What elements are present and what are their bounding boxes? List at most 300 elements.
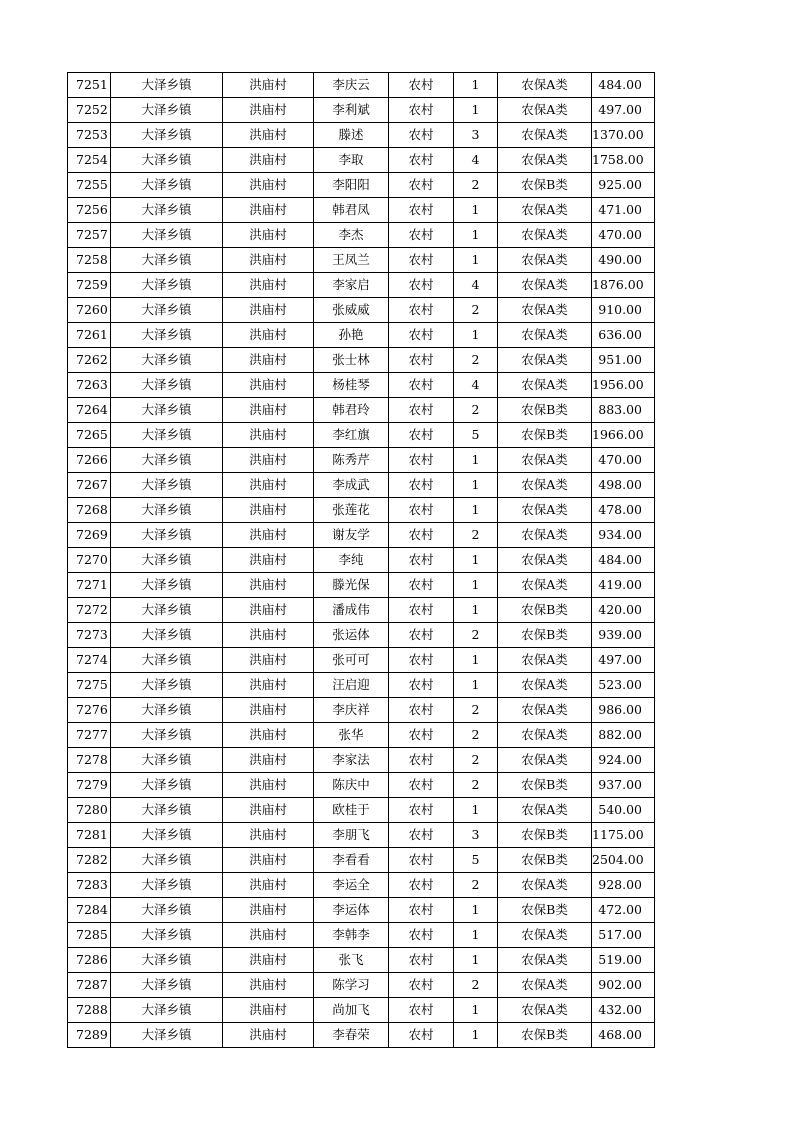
category-cell: 农保A类 xyxy=(498,523,592,548)
village-cell: 洪庙村 xyxy=(223,223,314,248)
table-row xyxy=(68,648,655,673)
member-count-cell: 1 xyxy=(454,548,498,573)
name-cell: 李利斌 xyxy=(314,98,389,123)
category-cell: 农保A类 xyxy=(498,873,592,898)
village-cell: 洪庙村 xyxy=(223,398,314,423)
name-cell: 李朋飞 xyxy=(314,823,389,848)
town-cell: 大泽乡镇 xyxy=(111,698,223,723)
name-cell: 韩君玲 xyxy=(314,398,389,423)
household-type-cell: 农村 xyxy=(389,948,454,973)
town-cell: 大泽乡镇 xyxy=(111,373,223,398)
village-cell: 洪庙村 xyxy=(223,448,314,473)
amount-cell: 497.00 xyxy=(592,648,655,673)
village-cell: 洪庙村 xyxy=(223,1023,314,1048)
table-row xyxy=(68,848,655,873)
name-cell: 李取 xyxy=(314,148,389,173)
member-count-cell: 2 xyxy=(454,973,498,998)
category-cell: 农保B类 xyxy=(498,623,592,648)
table-row xyxy=(68,873,655,898)
town-cell: 大泽乡镇 xyxy=(111,98,223,123)
household-type-cell: 农村 xyxy=(389,698,454,723)
amount-cell: 986.00 xyxy=(592,698,655,723)
village-cell: 洪庙村 xyxy=(223,298,314,323)
amount-cell: 497.00 xyxy=(592,98,655,123)
household-type-cell: 农村 xyxy=(389,323,454,348)
name-cell: 李看看 xyxy=(314,848,389,873)
table-row xyxy=(68,148,655,173)
member-count-cell: 1 xyxy=(454,248,498,273)
category-cell: 农保A类 xyxy=(498,923,592,948)
village-cell: 洪庙村 xyxy=(223,823,314,848)
household-type-cell: 农村 xyxy=(389,798,454,823)
village-cell: 洪庙村 xyxy=(223,973,314,998)
row-id: 7275 xyxy=(68,673,111,698)
name-cell: 潘成伟 xyxy=(314,598,389,623)
category-cell: 农保A类 xyxy=(498,573,592,598)
amount-cell: 636.00 xyxy=(592,323,655,348)
village-cell: 洪庙村 xyxy=(223,498,314,523)
table-row xyxy=(68,773,655,798)
table-row xyxy=(68,973,655,998)
member-count-cell: 1 xyxy=(454,323,498,348)
table-row xyxy=(68,673,655,698)
member-count-cell: 1 xyxy=(454,498,498,523)
amount-cell: 902.00 xyxy=(592,973,655,998)
category-cell: 农保B类 xyxy=(498,423,592,448)
town-cell: 大泽乡镇 xyxy=(111,798,223,823)
amount-cell: 478.00 xyxy=(592,498,655,523)
row-id: 7267 xyxy=(68,473,111,498)
category-cell: 农保A类 xyxy=(498,323,592,348)
household-type-cell: 农村 xyxy=(389,998,454,1023)
household-type-cell: 农村 xyxy=(389,348,454,373)
town-cell: 大泽乡镇 xyxy=(111,948,223,973)
town-cell: 大泽乡镇 xyxy=(111,998,223,1023)
village-cell: 洪庙村 xyxy=(223,73,314,98)
amount-cell: 937.00 xyxy=(592,773,655,798)
village-cell: 洪庙村 xyxy=(223,798,314,823)
row-id: 7253 xyxy=(68,123,111,148)
town-cell: 大泽乡镇 xyxy=(111,648,223,673)
member-count-cell: 2 xyxy=(454,873,498,898)
table-row xyxy=(68,748,655,773)
row-id: 7256 xyxy=(68,198,111,223)
row-id: 7252 xyxy=(68,98,111,123)
table-row xyxy=(68,273,655,298)
table-row xyxy=(68,298,655,323)
town-cell: 大泽乡镇 xyxy=(111,523,223,548)
village-cell: 洪庙村 xyxy=(223,248,314,273)
village-cell: 洪庙村 xyxy=(223,648,314,673)
town-cell: 大泽乡镇 xyxy=(111,823,223,848)
name-cell: 韩君凤 xyxy=(314,198,389,223)
village-cell: 洪庙村 xyxy=(223,198,314,223)
village-cell: 洪庙村 xyxy=(223,573,314,598)
amount-cell: 939.00 xyxy=(592,623,655,648)
category-cell: 农保A类 xyxy=(498,473,592,498)
household-type-cell: 农村 xyxy=(389,473,454,498)
name-cell: 陈庆中 xyxy=(314,773,389,798)
name-cell: 滕光保 xyxy=(314,573,389,598)
category-cell: 农保A类 xyxy=(498,198,592,223)
table-row xyxy=(68,98,655,123)
category-cell: 农保A类 xyxy=(498,373,592,398)
amount-cell: 928.00 xyxy=(592,873,655,898)
village-cell: 洪庙村 xyxy=(223,623,314,648)
household-type-cell: 农村 xyxy=(389,73,454,98)
town-cell: 大泽乡镇 xyxy=(111,148,223,173)
table-row xyxy=(68,523,655,548)
name-cell: 孙艳 xyxy=(314,323,389,348)
table-row xyxy=(68,623,655,648)
town-cell: 大泽乡镇 xyxy=(111,273,223,298)
amount-cell: 523.00 xyxy=(592,673,655,698)
name-cell: 杨桂琴 xyxy=(314,373,389,398)
member-count-cell: 2 xyxy=(454,523,498,548)
member-count-cell: 2 xyxy=(454,298,498,323)
name-cell: 李运体 xyxy=(314,898,389,923)
town-cell: 大泽乡镇 xyxy=(111,223,223,248)
village-cell: 洪庙村 xyxy=(223,273,314,298)
member-count-cell: 1 xyxy=(454,473,498,498)
category-cell: 农保B类 xyxy=(498,398,592,423)
data-table xyxy=(67,72,655,1048)
town-cell: 大泽乡镇 xyxy=(111,173,223,198)
member-count-cell: 1 xyxy=(454,948,498,973)
member-count-cell: 3 xyxy=(454,823,498,848)
village-cell: 洪庙村 xyxy=(223,473,314,498)
row-id: 7268 xyxy=(68,498,111,523)
household-type-cell: 农村 xyxy=(389,423,454,448)
household-type-cell: 农村 xyxy=(389,198,454,223)
town-cell: 大泽乡镇 xyxy=(111,398,223,423)
village-cell: 洪庙村 xyxy=(223,548,314,573)
village-cell: 洪庙村 xyxy=(223,923,314,948)
member-count-cell: 1 xyxy=(454,898,498,923)
household-type-cell: 农村 xyxy=(389,248,454,273)
village-cell: 洪庙村 xyxy=(223,523,314,548)
row-id: 7273 xyxy=(68,623,111,648)
name-cell: 汪启迎 xyxy=(314,673,389,698)
village-cell: 洪庙村 xyxy=(223,98,314,123)
category-cell: 农保A类 xyxy=(498,723,592,748)
town-cell: 大泽乡镇 xyxy=(111,673,223,698)
table-row xyxy=(68,998,655,1023)
household-type-cell: 农村 xyxy=(389,648,454,673)
name-cell: 陈学习 xyxy=(314,973,389,998)
amount-cell: 484.00 xyxy=(592,73,655,98)
village-cell: 洪庙村 xyxy=(223,748,314,773)
town-cell: 大泽乡镇 xyxy=(111,598,223,623)
household-type-cell: 农村 xyxy=(389,848,454,873)
member-count-cell: 1 xyxy=(454,923,498,948)
village-cell: 洪庙村 xyxy=(223,698,314,723)
village-cell: 洪庙村 xyxy=(223,148,314,173)
amount-cell: 883.00 xyxy=(592,398,655,423)
household-type-cell: 农村 xyxy=(389,598,454,623)
table-row xyxy=(68,173,655,198)
category-cell: 农保A类 xyxy=(498,548,592,573)
amount-cell: 1966.00 xyxy=(592,423,655,448)
name-cell: 张飞 xyxy=(314,948,389,973)
household-type-cell: 农村 xyxy=(389,173,454,198)
household-type-cell: 农村 xyxy=(389,498,454,523)
household-type-cell: 农村 xyxy=(389,723,454,748)
name-cell: 滕述 xyxy=(314,123,389,148)
amount-cell: 910.00 xyxy=(592,298,655,323)
member-count-cell: 4 xyxy=(454,148,498,173)
household-type-cell: 农村 xyxy=(389,273,454,298)
row-id: 7260 xyxy=(68,298,111,323)
table-row xyxy=(68,948,655,973)
amount-cell: 484.00 xyxy=(592,548,655,573)
table-row xyxy=(68,598,655,623)
category-cell: 农保A类 xyxy=(498,673,592,698)
amount-cell: 1956.00 xyxy=(592,373,655,398)
category-cell: 农保A类 xyxy=(498,498,592,523)
table-row xyxy=(68,123,655,148)
household-type-cell: 农村 xyxy=(389,523,454,548)
category-cell: 农保B类 xyxy=(498,823,592,848)
name-cell: 张士林 xyxy=(314,348,389,373)
town-cell: 大泽乡镇 xyxy=(111,973,223,998)
town-cell: 大泽乡镇 xyxy=(111,873,223,898)
row-id: 7251 xyxy=(68,73,111,98)
table-row xyxy=(68,223,655,248)
category-cell: 农保A类 xyxy=(498,698,592,723)
amount-cell: 498.00 xyxy=(592,473,655,498)
member-count-cell: 1 xyxy=(454,223,498,248)
category-cell: 农保A类 xyxy=(498,348,592,373)
name-cell: 李运全 xyxy=(314,873,389,898)
amount-cell: 471.00 xyxy=(592,198,655,223)
row-id: 7271 xyxy=(68,573,111,598)
row-id: 7272 xyxy=(68,598,111,623)
row-id: 7283 xyxy=(68,873,111,898)
row-id: 7282 xyxy=(68,848,111,873)
town-cell: 大泽乡镇 xyxy=(111,773,223,798)
table-row xyxy=(68,548,655,573)
member-count-cell: 1 xyxy=(454,73,498,98)
row-id: 7255 xyxy=(68,173,111,198)
village-cell: 洪庙村 xyxy=(223,773,314,798)
name-cell: 张威威 xyxy=(314,298,389,323)
village-cell: 洪庙村 xyxy=(223,598,314,623)
name-cell: 王凤兰 xyxy=(314,248,389,273)
category-cell: 农保B类 xyxy=(498,598,592,623)
row-id: 7261 xyxy=(68,323,111,348)
table-row xyxy=(68,348,655,373)
member-count-cell: 1 xyxy=(454,798,498,823)
table-row xyxy=(68,798,655,823)
member-count-cell: 4 xyxy=(454,373,498,398)
row-id: 7287 xyxy=(68,973,111,998)
amount-cell: 472.00 xyxy=(592,898,655,923)
category-cell: 农保A类 xyxy=(498,98,592,123)
town-cell: 大泽乡镇 xyxy=(111,298,223,323)
amount-cell: 420.00 xyxy=(592,598,655,623)
member-count-cell: 1 xyxy=(454,998,498,1023)
household-type-cell: 农村 xyxy=(389,223,454,248)
amount-cell: 1876.00 xyxy=(592,273,655,298)
table-row xyxy=(68,398,655,423)
town-cell: 大泽乡镇 xyxy=(111,123,223,148)
amount-cell: 1370.00 xyxy=(592,123,655,148)
member-count-cell: 1 xyxy=(454,573,498,598)
village-cell: 洪庙村 xyxy=(223,948,314,973)
household-type-cell: 农村 xyxy=(389,398,454,423)
name-cell: 李红旗 xyxy=(314,423,389,448)
town-cell: 大泽乡镇 xyxy=(111,448,223,473)
household-type-cell: 农村 xyxy=(389,873,454,898)
name-cell: 李春荣 xyxy=(314,1023,389,1048)
household-type-cell: 农村 xyxy=(389,923,454,948)
town-cell: 大泽乡镇 xyxy=(111,723,223,748)
row-id: 7266 xyxy=(68,448,111,473)
household-type-cell: 农村 xyxy=(389,373,454,398)
category-cell: 农保A类 xyxy=(498,798,592,823)
category-cell: 农保A类 xyxy=(498,223,592,248)
row-id: 7259 xyxy=(68,273,111,298)
town-cell: 大泽乡镇 xyxy=(111,423,223,448)
name-cell: 张华 xyxy=(314,723,389,748)
village-cell: 洪庙村 xyxy=(223,898,314,923)
member-count-cell: 3 xyxy=(454,123,498,148)
village-cell: 洪庙村 xyxy=(223,423,314,448)
town-cell: 大泽乡镇 xyxy=(111,923,223,948)
town-cell: 大泽乡镇 xyxy=(111,748,223,773)
name-cell: 李家启 xyxy=(314,273,389,298)
row-id: 7284 xyxy=(68,898,111,923)
name-cell: 李庆祥 xyxy=(314,698,389,723)
name-cell: 李阳阳 xyxy=(314,173,389,198)
table-row xyxy=(68,373,655,398)
town-cell: 大泽乡镇 xyxy=(111,248,223,273)
category-cell: 农保B类 xyxy=(498,773,592,798)
member-count-cell: 1 xyxy=(454,598,498,623)
household-type-cell: 农村 xyxy=(389,573,454,598)
category-cell: 农保A类 xyxy=(498,273,592,298)
category-cell: 农保A类 xyxy=(498,73,592,98)
category-cell: 农保B类 xyxy=(498,173,592,198)
amount-cell: 470.00 xyxy=(592,448,655,473)
row-id: 7269 xyxy=(68,523,111,548)
member-count-cell: 4 xyxy=(454,273,498,298)
village-cell: 洪庙村 xyxy=(223,173,314,198)
table-row xyxy=(68,823,655,848)
town-cell: 大泽乡镇 xyxy=(111,198,223,223)
household-type-cell: 农村 xyxy=(389,448,454,473)
row-id: 7262 xyxy=(68,348,111,373)
household-type-cell: 农村 xyxy=(389,148,454,173)
village-cell: 洪庙村 xyxy=(223,998,314,1023)
town-cell: 大泽乡镇 xyxy=(111,623,223,648)
amount-cell: 882.00 xyxy=(592,723,655,748)
row-id: 7285 xyxy=(68,923,111,948)
amount-cell: 419.00 xyxy=(592,573,655,598)
row-id: 7277 xyxy=(68,723,111,748)
table-row xyxy=(68,498,655,523)
member-count-cell: 2 xyxy=(454,398,498,423)
table-row xyxy=(68,1023,655,1048)
member-count-cell: 1 xyxy=(454,1023,498,1048)
row-id: 7263 xyxy=(68,373,111,398)
member-count-cell: 5 xyxy=(454,423,498,448)
household-type-cell: 农村 xyxy=(389,773,454,798)
amount-cell: 1758.00 xyxy=(592,148,655,173)
member-count-cell: 1 xyxy=(454,98,498,123)
member-count-cell: 2 xyxy=(454,623,498,648)
village-cell: 洪庙村 xyxy=(223,323,314,348)
name-cell: 谢友学 xyxy=(314,523,389,548)
household-type-cell: 农村 xyxy=(389,748,454,773)
row-id: 7258 xyxy=(68,248,111,273)
member-count-cell: 1 xyxy=(454,448,498,473)
household-type-cell: 农村 xyxy=(389,548,454,573)
category-cell: 农保A类 xyxy=(498,998,592,1023)
town-cell: 大泽乡镇 xyxy=(111,498,223,523)
amount-cell: 490.00 xyxy=(592,248,655,273)
row-id: 7281 xyxy=(68,823,111,848)
category-cell: 农保A类 xyxy=(498,948,592,973)
table-row xyxy=(68,573,655,598)
category-cell: 农保B类 xyxy=(498,898,592,923)
row-id: 7264 xyxy=(68,398,111,423)
name-cell: 尚加飞 xyxy=(314,998,389,1023)
town-cell: 大泽乡镇 xyxy=(111,548,223,573)
member-count-cell: 1 xyxy=(454,673,498,698)
row-id: 7278 xyxy=(68,748,111,773)
household-type-cell: 农村 xyxy=(389,98,454,123)
category-cell: 农保A类 xyxy=(498,248,592,273)
amount-cell: 517.00 xyxy=(592,923,655,948)
amount-cell: 924.00 xyxy=(592,748,655,773)
amount-cell: 519.00 xyxy=(592,948,655,973)
name-cell: 李成武 xyxy=(314,473,389,498)
amount-cell: 934.00 xyxy=(592,523,655,548)
member-count-cell: 2 xyxy=(454,723,498,748)
table-row xyxy=(68,198,655,223)
village-cell: 洪庙村 xyxy=(223,873,314,898)
category-cell: 农保B类 xyxy=(498,1023,592,1048)
category-cell: 农保A类 xyxy=(498,648,592,673)
name-cell: 李韩李 xyxy=(314,923,389,948)
amount-cell: 951.00 xyxy=(592,348,655,373)
member-count-cell: 2 xyxy=(454,173,498,198)
member-count-cell: 2 xyxy=(454,348,498,373)
row-id: 7257 xyxy=(68,223,111,248)
village-cell: 洪庙村 xyxy=(223,673,314,698)
table-row xyxy=(68,923,655,948)
amount-cell: 540.00 xyxy=(592,798,655,823)
household-type-cell: 农村 xyxy=(389,973,454,998)
name-cell: 李纯 xyxy=(314,548,389,573)
member-count-cell: 1 xyxy=(454,198,498,223)
town-cell: 大泽乡镇 xyxy=(111,473,223,498)
town-cell: 大泽乡镇 xyxy=(111,898,223,923)
row-id: 7288 xyxy=(68,998,111,1023)
village-cell: 洪庙村 xyxy=(223,123,314,148)
amount-cell: 432.00 xyxy=(592,998,655,1023)
name-cell: 张可可 xyxy=(314,648,389,673)
amount-cell: 468.00 xyxy=(592,1023,655,1048)
amount-cell: 2504.00 xyxy=(592,848,655,873)
name-cell: 李家法 xyxy=(314,748,389,773)
row-id: 7254 xyxy=(68,148,111,173)
category-cell: 农保A类 xyxy=(498,148,592,173)
table-row xyxy=(68,448,655,473)
town-cell: 大泽乡镇 xyxy=(111,323,223,348)
